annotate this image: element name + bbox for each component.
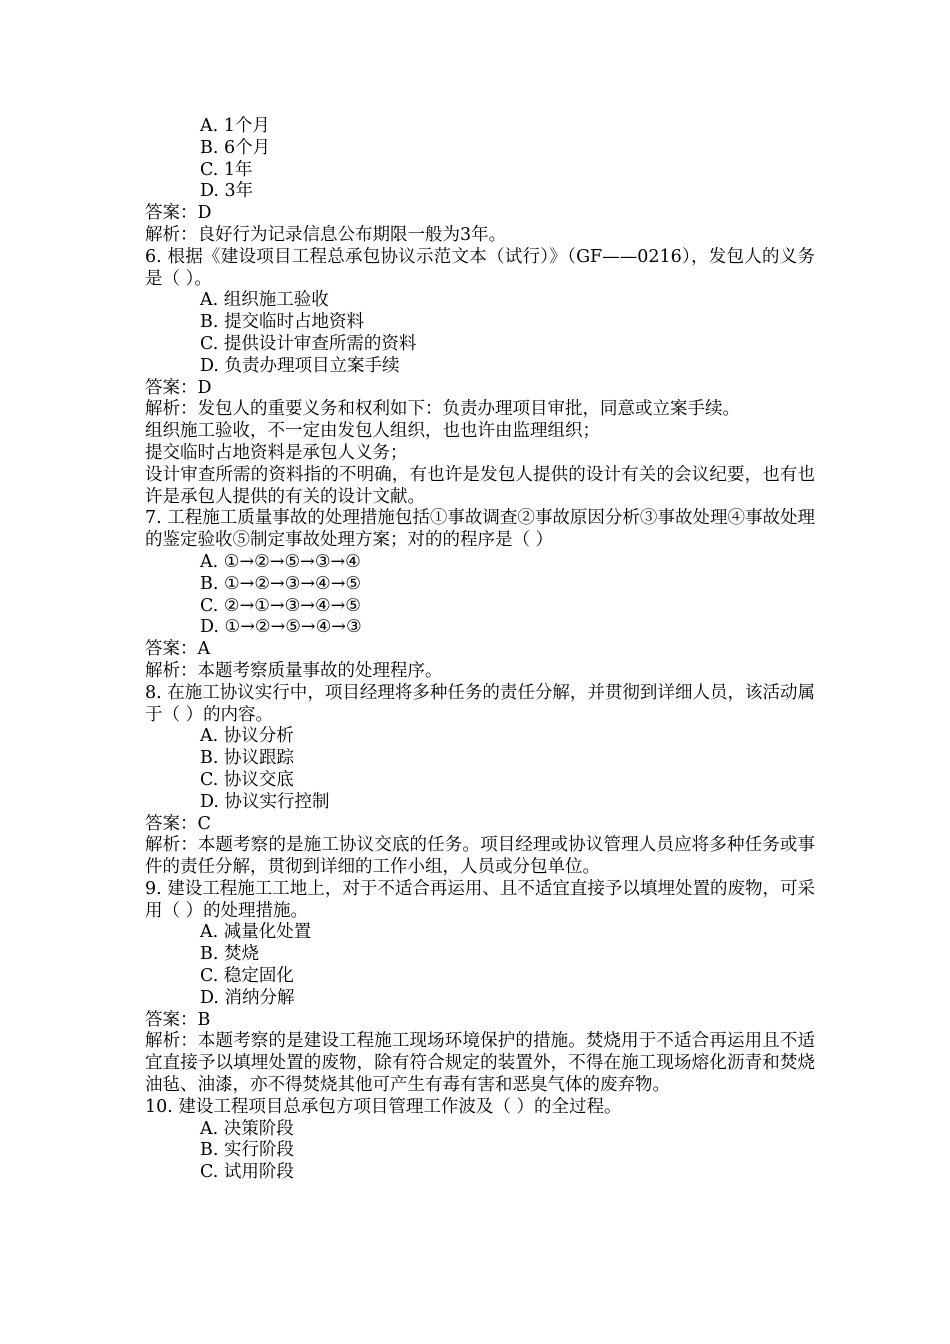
option-b: B. 实行阶段 (200, 1140, 294, 1161)
analysis: 解析：发包人的重要义务和权利如下：负责办理项目审批，同意或立案手续。 (145, 399, 740, 420)
question-stem: 9. 建设工程施工工地上，对于不适合再运用、且不适宜直接予以填埋处置的废物，可采用（ ）的处理措施。 (145, 878, 815, 921)
analysis: 解析：本题考察质量事故的处理程序。 (145, 660, 443, 681)
analysis-line: 提交临时占地资料是承包人义务； (145, 442, 408, 463)
option-d: D. 协议实行控制 (200, 791, 330, 812)
analysis: 解析：良好行为记录信息公布期限一般为3年。 (145, 224, 507, 245)
question-9 (145, 879, 815, 1097)
answer: 答案：C (145, 813, 211, 834)
option-a: A. ①→②→⑤→③→④ (200, 551, 361, 572)
option-a: A. 决策阶段 (200, 1118, 294, 1139)
option-c: C. 试用阶段 (200, 1162, 294, 1183)
answer: 答案：A (145, 639, 211, 660)
option-d: D. ①→②→⑤→④→③ (200, 617, 362, 638)
analysis-line: 设计审查所需的资料指的不明确，有也许是发包人提供的设计有关的会议纪要，也有也许是承包人提供的有关的设计文献。 (145, 464, 815, 507)
option-a: A. 减量化处置 (200, 922, 312, 943)
question-stem: 7. 工程施工质量事故的处理措施包括①事故调查②事故原因分析③事故处理④事故处理的鉴定验收⑤制定事故处理方案；对的的程序是（ ） (145, 508, 815, 551)
option-c: C. 协议交底 (200, 769, 294, 790)
question-10 (145, 1097, 815, 1184)
answer: 答案：D (145, 203, 212, 224)
question-8 (145, 683, 815, 879)
option-b: B. 6个月 (200, 137, 271, 158)
answer: 答案：D (145, 377, 212, 398)
option-b: B. 协议跟踪 (200, 748, 294, 769)
question-stem: 10. 建设工程项目总承包方项目管理工作波及（ ）的全过程。 (145, 1096, 622, 1117)
question-7 (145, 508, 815, 682)
option-d: D. 3年 (200, 181, 254, 202)
answer: 答案：B (145, 1009, 211, 1030)
option-d: D. 负责办理项目立案手续 (200, 355, 400, 376)
document-page (145, 116, 815, 1184)
question-stem: 8. 在施工协议实行中，项目经理将多种任务的责任分解，并贯彻到详细人员，该活动属于（ ）的内容。 (145, 682, 815, 725)
option-a: A. 1个月 (200, 116, 270, 136)
analysis: 解析：本题考察的是建设工程施工现场环境保护的措施。焚烧用于不适合再运用且不适宜直接予以填埋处置的废物，除有符合规定的装置外，不得在施工现场熔化沥青和焚烧油毡、油漆，亦不得焚烧其他可产生有毒有害和恶臭气体的废弃物。 (145, 1031, 815, 1096)
option-c: C. 1年 (200, 159, 253, 180)
option-b: B. ①→②→③→④→⑤ (200, 573, 362, 594)
option-a: A. 组织施工验收 (200, 290, 329, 311)
option-b: B. 焚烧 (200, 944, 259, 965)
option-b: B. 提交临时占地资料 (200, 312, 364, 333)
option-a: A. 协议分析 (200, 726, 294, 747)
question-5 (145, 116, 815, 247)
option-c: C. 稳定固化 (200, 966, 294, 987)
option-d: D. 消纳分解 (200, 987, 295, 1008)
option-c: C. ②→①→③→④→⑤ (200, 595, 361, 616)
analysis-line: 组织施工验收，不一定由发包人组织，也也许由监理组织； (145, 421, 600, 442)
question-6 (145, 247, 815, 509)
question-stem: 6. 根据《建设项目工程总承包协议示范文本（试行）》（GF——0216），发包人的义务是（ ）。 (145, 246, 815, 289)
option-c: C. 提供设计审查所需的资料 (200, 333, 417, 354)
analysis: 解析：本题考察的是施工协议交底的任务。项目经理或协议管理人员应将多种任务或事件的责任分解，贯彻到详细的工作小组，人员或分包单位。 (145, 835, 815, 878)
